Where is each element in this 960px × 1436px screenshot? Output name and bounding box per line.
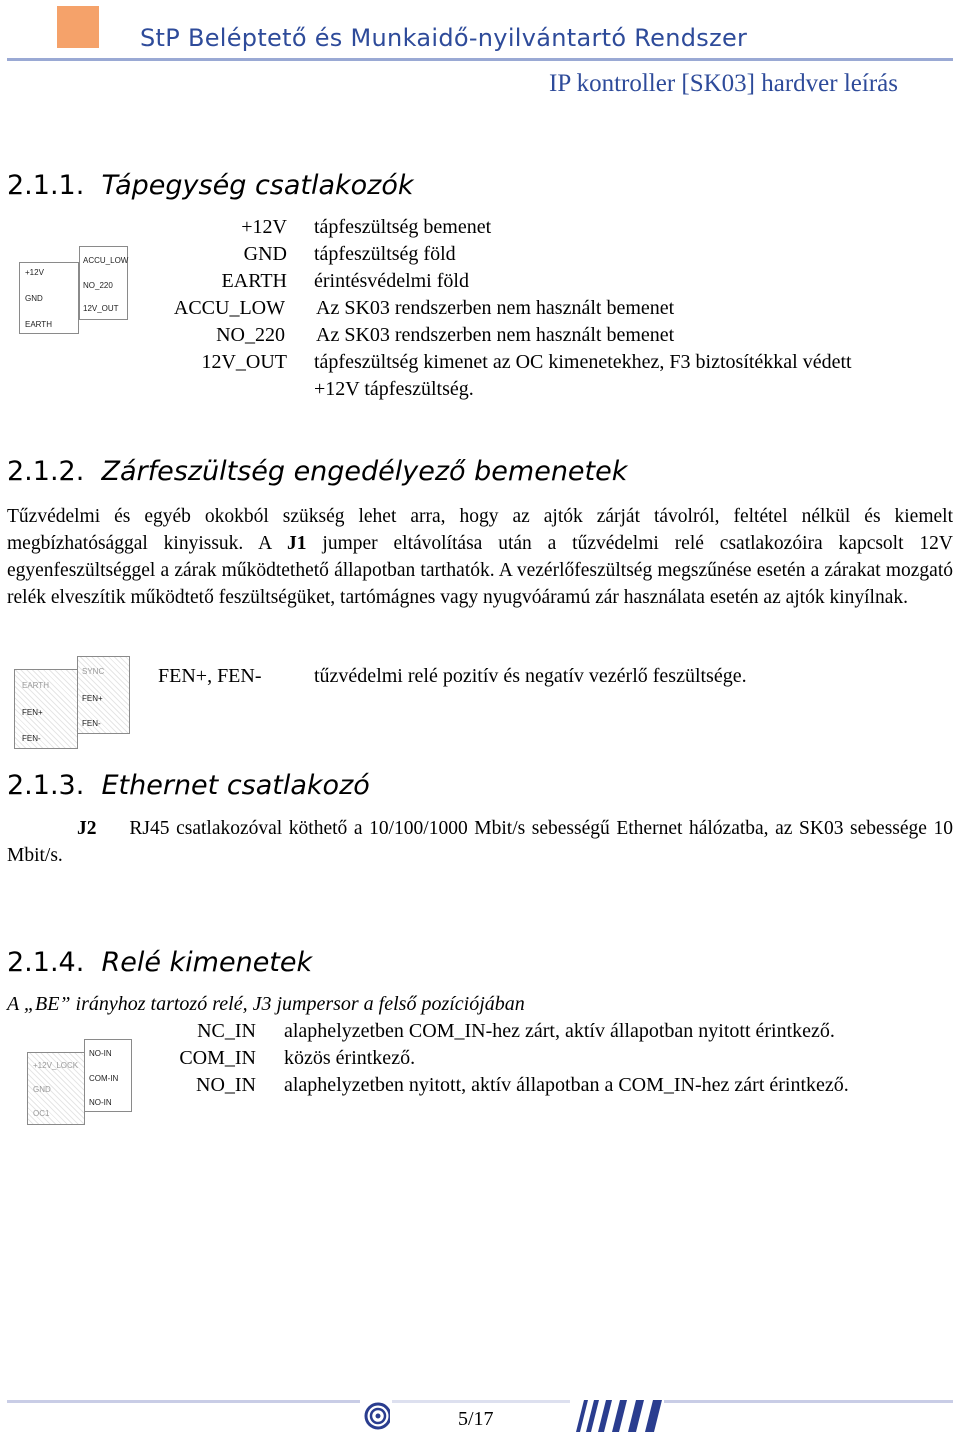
table-row — [140, 1020, 849, 1047]
paragraph-text: Tűzvédelmi és egyéb okokból szükség lehet arra, hogy az ajtók zárját távolról, feltétel nélkül és kiemelt megbízhatósággal kinyissuk. — [7, 506, 953, 554]
relay-pin-table — [140, 1020, 849, 1101]
pin-label: FEN+, FEN- — [158, 665, 262, 687]
paragraph-text: RJ45 csatlakozóval köthető a 10/100/1000 Mbit/s sebességű Ethernet hálózatba, az SK03 sebessége 10 Mbit/s. — [7, 818, 954, 866]
section-heading-2-1-4 — [7, 947, 312, 978]
section-number: 2.1.3. — [7, 770, 85, 801]
section-title: Tápegység csatlakozók — [101, 170, 414, 201]
pin-description: +12V tápfeszültség. — [314, 378, 474, 400]
table-row — [140, 1074, 849, 1101]
connector-pin-label: FEN- — [22, 734, 41, 743]
pin-description: tápfeszültség kimenet az OC kimenetekhez, F3 biztosítékkal védett — [314, 351, 852, 373]
pin-description: közös érintkező. — [284, 1047, 416, 1069]
connector-pin-label: NO_220 — [83, 281, 113, 290]
connector-pin-label: ACCU_LOW — [83, 256, 129, 265]
paragraph-text: jumper eltávolítása után a tűzvédelmi relé csatlakozóira kapcsolt 12V egyenfeszültséggel a zárak működtethető állapotban tarthatók. A vezérlőfeszültség megszűnése esetén a zárakat mozgató relék elveszítik működtető feszültségüket, tartómágnes vagy nyugvóáramú zár használata esetén az ajtók kinyílnak. — [7, 533, 953, 608]
section-number: 2.1.4. — [7, 947, 85, 978]
table-row-continuation — [130, 378, 950, 405]
connector-pin-label: 12V_OUT — [83, 304, 119, 313]
footer-rule-mid — [392, 1400, 570, 1403]
section-title: Zárfeszültség engedélyező bemenetek — [101, 456, 628, 487]
header-subtitle: IP kontroller [SK03] hardver leírás — [549, 70, 898, 97]
connector-pin-label: NO-IN — [89, 1049, 112, 1058]
power-connector-left — [19, 262, 79, 334]
connector-label: J2 — [77, 818, 97, 839]
header-rule — [7, 58, 953, 61]
pin-label: NO_220 — [216, 324, 285, 346]
section-title: Relé kimenetek — [101, 947, 313, 978]
pin-description: Az SK03 rendszerben nem használt bemenet — [316, 324, 675, 346]
pin-description: tápfeszültség föld — [314, 243, 456, 265]
pin-label: +12V — [241, 216, 287, 238]
table-row — [130, 270, 950, 297]
pin-label: NC_IN — [197, 1020, 256, 1042]
relay-connector-left — [27, 1052, 85, 1125]
connector-pin-label: SYNC — [82, 667, 105, 676]
paragraph-text: A — [258, 533, 288, 554]
section-heading-2-1-2 — [7, 456, 627, 487]
pin-description: alaphelyzetben COM_IN-hez zárt, aktív állapotban nyitott érintkező. — [284, 1020, 835, 1042]
pin-description: tápfeszültség bemenet — [314, 216, 492, 238]
connector-pin-label: COM-IN — [89, 1074, 119, 1083]
page-number: 5/17 — [458, 1408, 494, 1430]
pin-label: COM_IN — [179, 1047, 256, 1069]
section-number: 2.1.2. — [7, 456, 85, 487]
footer-rule-left — [7, 1400, 360, 1403]
footer-stripes-icon — [572, 1400, 664, 1432]
header-logo-box — [57, 6, 99, 48]
connector-pin-label: FEN+ — [22, 708, 43, 717]
fen-connector-right — [77, 656, 130, 734]
relay-connector-right — [84, 1039, 132, 1112]
ethernet-paragraph — [7, 815, 953, 869]
lock-voltage-paragraph — [7, 503, 953, 611]
table-row — [130, 324, 950, 351]
jumper-label: J1 — [287, 533, 307, 554]
pin-label: EARTH — [221, 270, 287, 292]
power-connector-right — [79, 246, 128, 320]
table-row — [130, 243, 950, 270]
pin-description: tűzvédelmi relé pozitív és negatív vezérlő feszültsége. — [314, 665, 747, 687]
pin-label: GND — [243, 243, 287, 265]
connector-pin-label: +12V_LOCK — [33, 1061, 79, 1070]
connector-pin-label: FEN+ — [82, 694, 103, 703]
fen-pin-row — [158, 665, 747, 688]
section-title: Ethernet csatlakozó — [101, 770, 370, 801]
pin-label: ACCU_LOW — [173, 297, 285, 319]
footer-rule-right — [664, 1400, 953, 1403]
header-title: StP Beléptető és Munkaidő-nyilvántartó Rendszer — [140, 24, 748, 52]
section-heading-2-1-1 — [7, 170, 414, 201]
connector-pin-label: EARTH — [22, 681, 49, 690]
section-number: 2.1.1. — [7, 170, 85, 201]
pin-description: Az SK03 rendszerben nem használt bemenet — [316, 297, 675, 319]
pin-description: érintésvédelmi föld — [314, 270, 469, 292]
power-pin-table — [130, 216, 950, 405]
table-row — [130, 216, 950, 243]
footer-logo-icon — [360, 1400, 390, 1432]
fen-connector-left — [14, 669, 78, 749]
pin-label: NO_IN — [196, 1074, 256, 1096]
pin-description: alaphelyzetben nyitott, aktív állapotban a COM_IN-hez zárt érintkező. — [284, 1074, 849, 1096]
connector-pin-label: GND — [25, 294, 43, 303]
connector-pin-label: NO-IN — [89, 1098, 112, 1107]
pin-label: 12V_OUT — [201, 351, 287, 373]
table-row — [130, 351, 950, 378]
section-heading-2-1-3 — [7, 770, 370, 801]
connector-pin-label: +12V — [25, 268, 44, 277]
connector-pin-label: OC1 — [33, 1109, 50, 1118]
relay-subtitle: A „BE” irányhoz tartozó relé, J3 jumpersor a felső pozíciójában — [7, 993, 525, 1015]
table-row — [140, 1047, 849, 1074]
connector-pin-label: EARTH — [25, 320, 52, 329]
connector-pin-label: GND — [33, 1085, 51, 1094]
connector-pin-label: FEN- — [82, 719, 101, 728]
table-row — [130, 297, 950, 324]
